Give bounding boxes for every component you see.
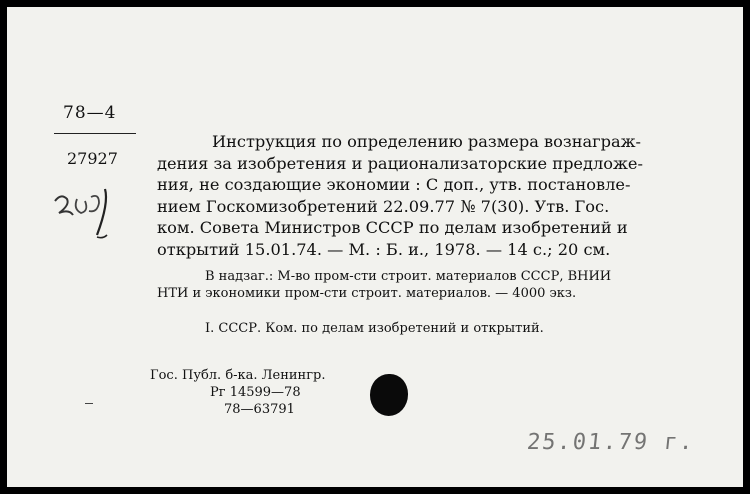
library-number: 78—63791 — [224, 402, 295, 417]
library-code: Рг 14599—78 — [210, 385, 301, 400]
number-divider-line — [54, 133, 136, 134]
catalog-card — [7, 7, 743, 487]
heading-note — [157, 268, 611, 302]
main-bibliographic-entry — [157, 131, 717, 260]
ink-stamp-mark — [370, 374, 408, 416]
entry-line: ком. Совета Министров СССР по делам изобретений и — [157, 218, 628, 237]
entry-line: открытий 15.01.74. — М. : Б. и., 1978. — 14 с.; 20 см. — [157, 239, 611, 259]
card-top-number: 78—4 — [63, 103, 117, 123]
handwritten-note-signature — [27, 187, 137, 247]
entry-line: Инструкция по определению размера вознаграж- — [212, 132, 642, 151]
serial-stamp: 25.01.79 г. — [525, 430, 697, 455]
note-line: НТИ и экономики пром-сти строит. материалов. — 4000 экз. — [157, 286, 577, 301]
library-name: Гос. Публ. б-ка. Ленингр. — [150, 368, 326, 383]
entry-line: дения за изобретения и рационализаторские предложе- — [157, 153, 643, 173]
subject-heading: I. СССР. Ком. по делам изобретений и открытий. — [205, 321, 544, 336]
library-info — [150, 367, 325, 418]
card-bottom-number: 27927 — [67, 149, 118, 168]
entry-line: ния, не создающие экономии : С доп., утв. постановле- — [157, 175, 631, 194]
note-line: В надзаг.: М-во пром-сти строит. материалов СССР, ВНИИ — [205, 269, 612, 284]
entry-line: нием Госкомизобретений 22.09.77 № 7(30). Утв. Гос. — [157, 196, 610, 216]
margin-mark — [85, 403, 93, 404]
